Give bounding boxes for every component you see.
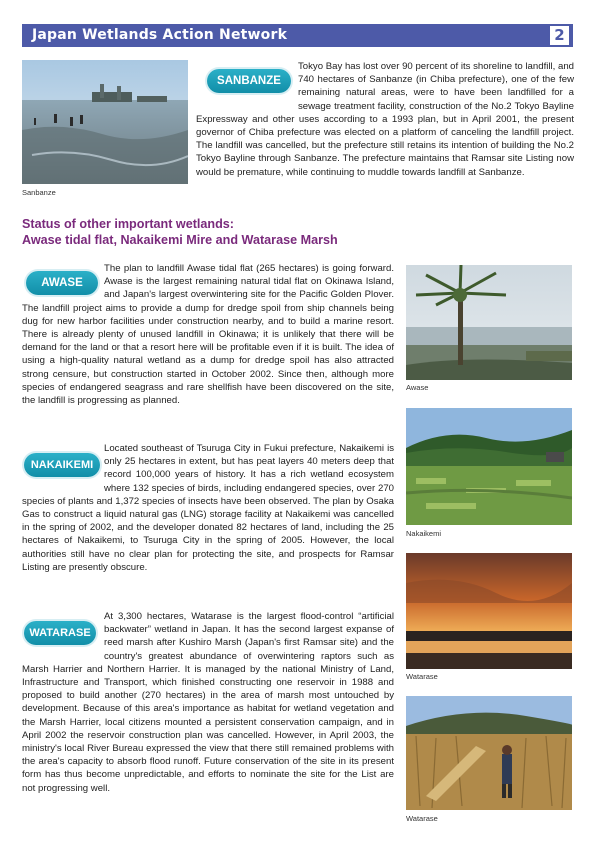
nakaikemi-photo — [406, 408, 572, 525]
watarase-label: WATARASE — [24, 621, 96, 645]
header-bar — [22, 24, 573, 47]
section-title-line2: Awase tidal flat, Nakaikemi Mire and Watarase Marsh — [22, 233, 338, 247]
section-title — [22, 216, 402, 248]
nakaikemi-text — [22, 442, 394, 574]
watarase-text — [22, 610, 394, 795]
awase-text — [22, 262, 394, 407]
page-number: 2 — [550, 26, 569, 45]
awase-pill-spacer — [22, 271, 104, 301]
watarase-paragraph: At 3,300 hectares, Watarase is the largest flood-control “artificial backwater” wetland in Japan. It has the second largest expanse of reed marsh after Kushiro Marsh (Japan's first Ramsar site) and the country's greatest abundance of overwintering raptors such as Marsh Harrier and Northern Harrier. It is managed by the national Ministry of Land, Infrastructure and Transport, which finished constructing one reservoir in 1988 and proposed to build another (270 hectares) in the area of marsh most untouched by development. Because of this area's importance as habitat for wetland vegetation and the Marsh Harrier, local citizens mounted a persistent conservation campaign, and in April 2002 the reservoir construction plan was cancelled. However, in April 2003, the ministry's local River Bureau expressed the view that there still remained problems with the area's capacity to absorb flood runoff. Future conservation of the site in its present form has thus become unpredictable, and efforts to nominate the site for the List are not progressing well. — [22, 611, 394, 794]
nakaikemi-label: NAKAIKEMI — [24, 453, 100, 477]
watarase-photo-reeds — [406, 696, 572, 810]
sanbanze-paragraph: Tokyo Bay has lost over 90 percent of its shoreline to landfill, and 740 hectares of Sanbanze (in Chiba prefecture), one of the few remaining natural areas, were to have been landfilled for a sewage treatment facility, construction of the No.2 Tokyo Bayline Expressway and other uses according to a 1993 plan, but in April 2001, the present governor of Chiba prefecture was elected on a platform of canceling the landfill project. The landfill was cancelled, but the prefecture still retains its intention of building the No.2 Tokyo Bayline through Sanbanze. The prefecture maintains that Ramsar site Listing now would be premature, while continuing to muddle towards landfill at Sanbanze. — [196, 61, 574, 178]
awase-label: AWASE — [26, 271, 98, 295]
awase-caption: Awase — [406, 383, 429, 392]
section-title-line1: Status of other important wetlands: — [22, 217, 235, 231]
sanbanze-text — [196, 60, 574, 179]
nakaikemi-paragraph: Located southeast of Tsuruga City in Fukui prefecture, Nakaikemi is only 25 hectares in extent, but has peat layers 40 meters deep that record 100,000 years of history. It has a rich wetland ecosystem where 132 species of birds, including endangered species, over 270 species of plants and 1,372 species of insects have been observed. The plan by Osaka Gas to construct a liquid natural gas (LNG) storage facility at Nakaikemi was cancelled in the spring of 2002, and the developer donated 82 hectares of land, including the 25 hectares of Nakaikemi, to Tsuruga City in the spring of 2005. However, the local authorities still have no clear plan for protecting the site, and prospects for Ramsar Listing are presently obscure. — [22, 443, 394, 573]
watarase-caption-2: Watarase — [406, 814, 438, 823]
sanbanze-caption: Sanbanze — [22, 188, 56, 197]
sanbanze-label: SANBANZE — [207, 69, 291, 93]
sanbanze-photo — [22, 60, 188, 184]
watarase-pill-spacer — [22, 621, 104, 651]
nakaikemi-pill-spacer — [22, 453, 104, 483]
awase-paragraph: The plan to landfill Awase tidal flat (265 hectares) is going forward. Awase is the largest remaining natural tidal flat on Okinawa Island, and Japan's largest overwintering site for the Pacific Golden Plover. The landfill project aims to provide a dump for dredge spoil from ship channels being dug for new harbor facilities under construction nearby, and to build a marine resort. There is already plenty of unused landfill in Okinawa; it is unlikely that there will be demand for the land or that a resort here will be profitable even if it is built. The idea of using a high-quality natural wetland as a dump for dredge spoil has also attracted strong censure, but construction started in October 2002. Since then, although more species of endangered seagrass and rare shellfish have been discovered on the site, the landfill is progressing as planned. — [22, 263, 394, 407]
header-title: Japan Wetlands Action Network — [32, 27, 288, 43]
watarase-caption-1: Watarase — [406, 672, 438, 681]
awase-photo — [406, 265, 572, 380]
sanbanze-pill-spacer — [196, 70, 298, 100]
nakaikemi-caption: Nakaikemi — [406, 529, 442, 538]
watarase-photo-sunset — [406, 553, 572, 669]
